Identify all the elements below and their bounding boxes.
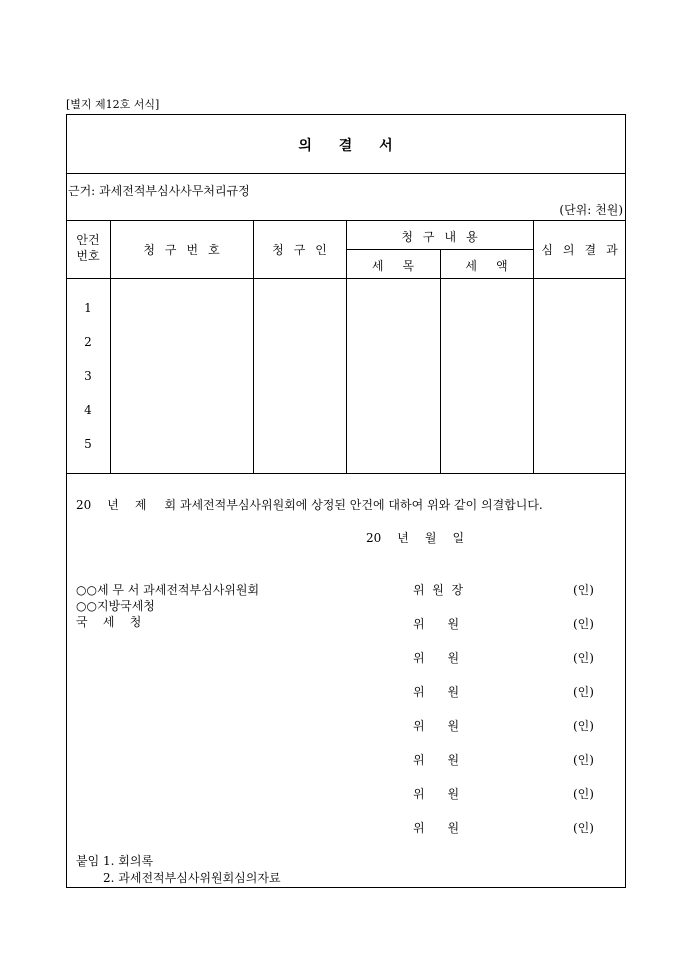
unit-text: (단위: 천원) — [559, 203, 623, 217]
resolution-sentence: 20 년 제 회 과세전적부심사위원회에 상정된 안건에 대하여 위와 같이 의결합니다. — [76, 498, 543, 512]
row-number: 1 — [84, 301, 92, 315]
office-tax-office: ○○세 무 서 과세전적부심사위원회 — [76, 583, 260, 597]
title-char: 서 — [379, 138, 394, 154]
header-agenda-no: 안건 번호 — [76, 233, 100, 263]
office-regional: ○○지방국세청 — [76, 599, 155, 613]
title-char: 의 — [298, 138, 313, 154]
attachment-item: 1. 회의록 — [103, 854, 154, 868]
header-tax-amount: 세 액 — [465, 259, 508, 273]
attachment-label: 붙임 — [76, 854, 100, 868]
row-number: 3 — [84, 369, 92, 383]
form-number: [별지 제12호 서식] — [66, 98, 160, 111]
header-tax-item: 세 목 — [371, 259, 415, 273]
divider — [66, 173, 626, 174]
header-claim-no: 청 구 번 호 — [143, 243, 220, 257]
header-claimant: 청 구 인 — [272, 243, 327, 257]
header-review-result: 심 의 결 과 — [541, 243, 618, 257]
attachment-line — [76, 852, 153, 869]
row-number: 2 — [84, 335, 92, 349]
basis-text: 근거: 과세전적부심사사무처리규정 — [68, 184, 250, 198]
resolution-date: 20 년 월 일 — [366, 531, 465, 545]
title-char: 결 — [338, 138, 354, 154]
attachment-item: 2. 과세전적부심사위원회심의자료 — [103, 871, 281, 885]
table-bottom-line — [66, 473, 626, 474]
col-line — [440, 249, 441, 473]
row-number: 5 — [84, 437, 92, 451]
office-nts: 국 세 청 — [76, 615, 142, 629]
row-number: 4 — [84, 403, 92, 417]
document-title — [66, 135, 626, 155]
header-claim-content: 청 구 내 용 — [401, 230, 478, 244]
